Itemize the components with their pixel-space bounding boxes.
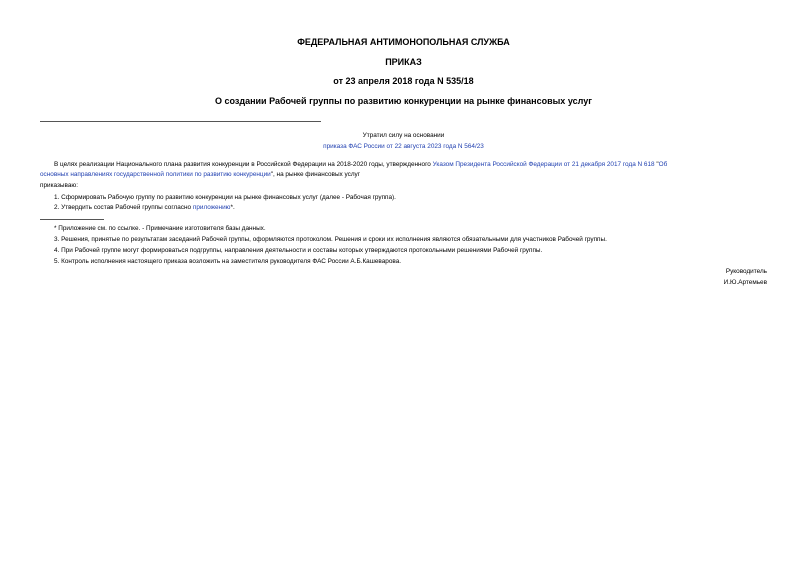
- footnote: * Приложение см. по ссылке. - Примечание изготовителя базы данных.: [54, 225, 266, 232]
- doc-type-heading: ПРИКАЗ: [385, 57, 422, 67]
- status-note: Утратил силу на основании: [362, 132, 445, 139]
- item-2-text: 2. Утвердить состав Рабочей группы согласно: [54, 204, 193, 211]
- preamble-text-2: ": [654, 161, 659, 168]
- order-word: приказываю:: [40, 182, 78, 189]
- item-2-tail: *.: [230, 204, 235, 211]
- repeal-order-link[interactable]: приказа ФАС России от 22 августа 2023 года N 564/23: [323, 143, 484, 150]
- policy-link-part-2[interactable]: основных направлениях государственной политики по развитию конкуренции: [40, 171, 271, 178]
- preamble-line-2: [40, 170, 360, 180]
- preamble-line-1: [54, 160, 667, 170]
- item-1: 1. Сформировать Рабочую группу по развитию конкуренции на рынке финансовых услуг (далее - Рабочая группа).: [54, 194, 396, 201]
- item-3: 3. Решения, принятые по результатам заседаний Рабочей группы, оформляются протоколом. Решения и сроки их исполнения являются обязательными для участников Рабочей группы.: [54, 236, 607, 243]
- header-divider: [40, 121, 321, 122]
- document-title: О создании Рабочей группы по развитию конкуренции на рынке финансовых услуг: [215, 96, 592, 106]
- presidential-decree-link[interactable]: Указом Президента Российской Федерации от 21 декабря 2017 года N 618: [432, 161, 655, 168]
- signature-position: Руководитель: [725, 268, 767, 275]
- signature-name: И.Ю.Артемьев: [723, 279, 767, 286]
- footnote-divider: [40, 219, 104, 220]
- preamble-text-1: В целях реализации Национального плана развития конкуренции в Российской Федерации на 2018-2020 годы, утвержденного: [54, 161, 433, 168]
- item-4: 4. При Рабочей группе могут формироваться подгруппы, направления деятельности и составы которых утверждаются протокольными решениями Рабочей группы.: [54, 247, 543, 254]
- agency-heading: ФЕДЕРАЛЬНАЯ АНТИМОНОПОЛЬНАЯ СЛУЖБА: [297, 37, 510, 47]
- appendix-link[interactable]: приложению: [192, 204, 231, 211]
- preamble-text-3: ", на рынке финансовых услуг: [270, 171, 361, 178]
- date-number-heading: от 23 апреля 2018 года N 535/18: [333, 76, 474, 86]
- item-2: [54, 203, 235, 213]
- item-5: 5. Контроль исполнения настоящего приказа возложить на заместителя руководителя ФАС России А.Б.Кашеварова.: [54, 258, 402, 265]
- policy-link-part-1[interactable]: Об: [658, 161, 668, 168]
